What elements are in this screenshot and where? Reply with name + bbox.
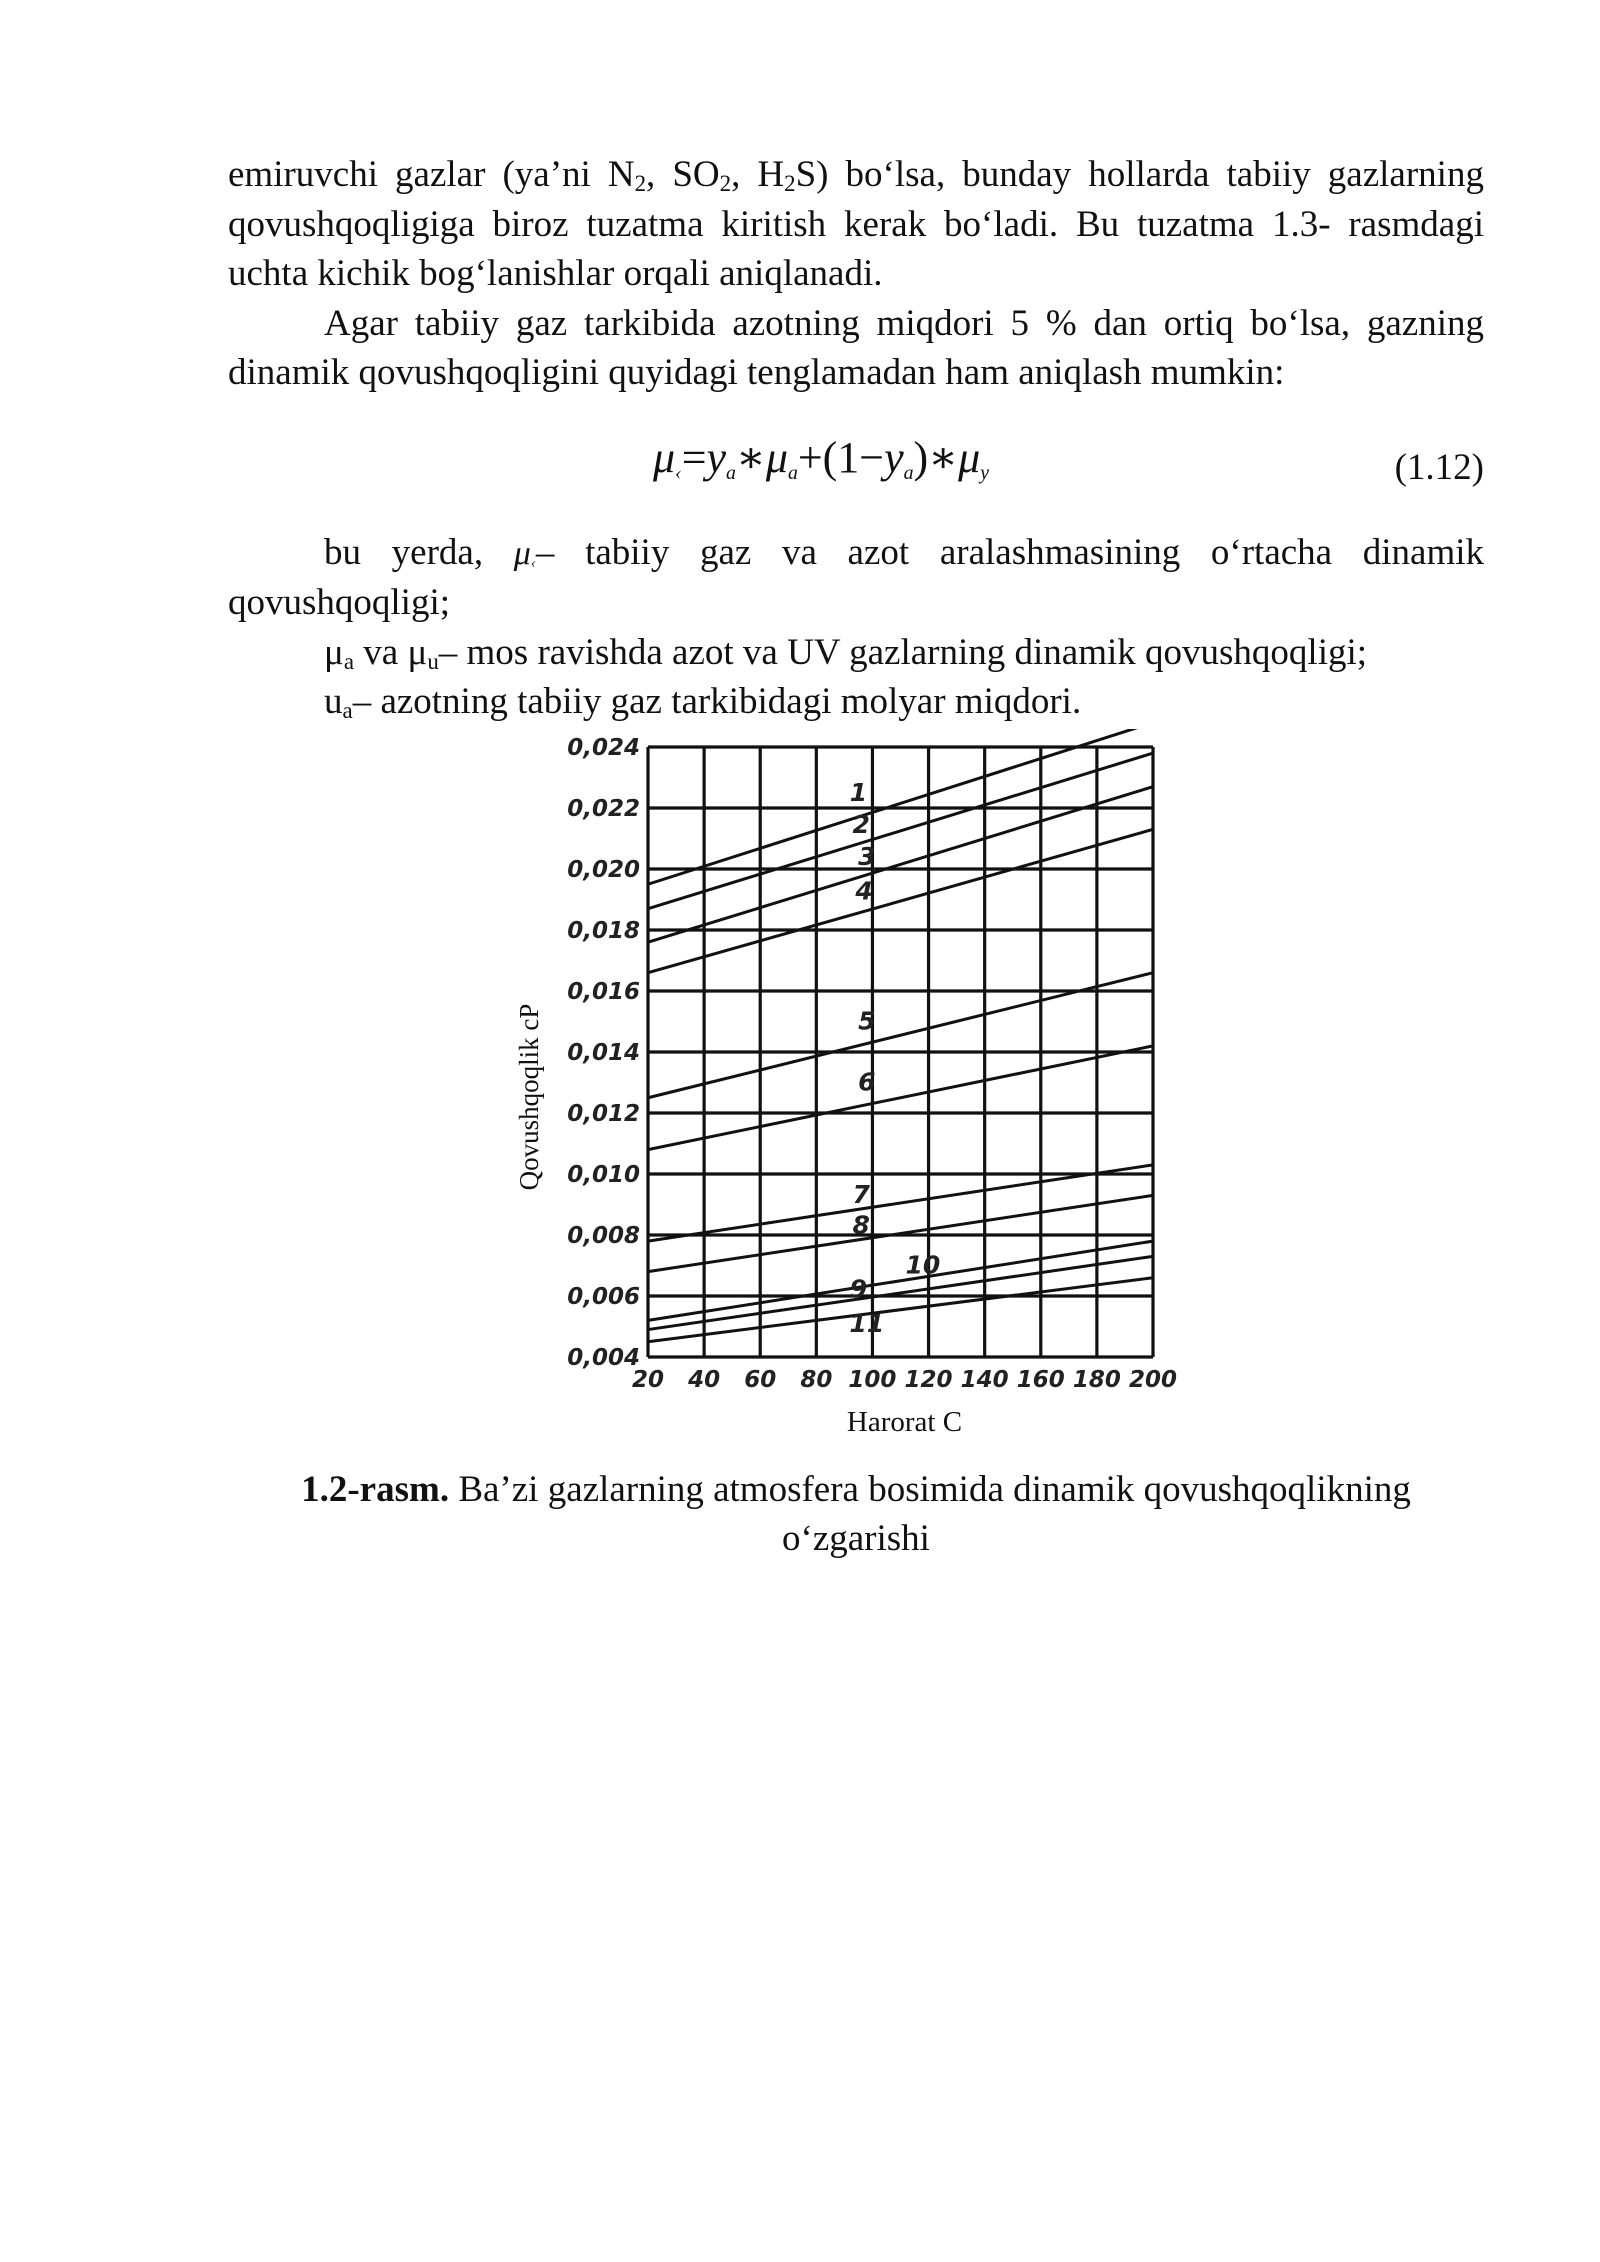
x-tick-label: 200 bbox=[1128, 1366, 1178, 1393]
y-tick-label: 0,004 bbox=[567, 1344, 640, 1371]
curve-label-1: 1 bbox=[849, 777, 868, 807]
y-tick-label: 0,012 bbox=[567, 1100, 640, 1127]
paragraph-2: Agar tabiiy gaz tarkibida azotning miqdori 5 % dan ortiq bo‘lsa, gazning dinamik qovushqoqligini quyidagi tenglamadan ham aniqlash mumkin: bbox=[228, 302, 1484, 393]
y-tick-label: 0,008 bbox=[567, 1222, 640, 1249]
x-tick-label: 120 bbox=[904, 1366, 953, 1393]
curve-label-6: 6 bbox=[858, 1067, 876, 1097]
text: S) bo‘lsa, bunday hollarda tabiiy gazlarning qovushqoqligiga biroz tuzatma kiritish kerak bo‘ladi. Bu tuzatma 1.3- rasmdagi uchta kichik bog‘lanishlar orqali aniqlanadi. bbox=[228, 154, 1484, 294]
x-tick-label: 60 bbox=[744, 1366, 777, 1393]
series-line-3 bbox=[648, 786, 1153, 942]
curve-label-9: 9 bbox=[849, 1273, 868, 1303]
viscosity-chart bbox=[228, 729, 1484, 1449]
y-tick-label: 0,016 bbox=[567, 978, 640, 1005]
curve-label-11: 11 bbox=[849, 1308, 885, 1338]
x-tick-label: 80 bbox=[800, 1366, 833, 1393]
curve-label-4: 4 bbox=[855, 875, 873, 905]
equation-number: (1.12) bbox=[1394, 446, 1484, 488]
paragraph-3: bu yerda, $\mu_‹-$ tabiiy gaz va azot aralashmasining o‘rtacha dinamik qovushqoqligi; bbox=[228, 531, 1484, 623]
y-tick-label: 0,014 bbox=[567, 1039, 640, 1066]
x-tick-label: 140 bbox=[960, 1366, 1009, 1393]
text: , H bbox=[731, 154, 785, 195]
x-tick-label: 100 bbox=[848, 1366, 897, 1393]
curve-label-2: 2 bbox=[852, 809, 870, 839]
caption-text: Ba’zi gazlarning atmosfera bosimida dinamik qovushqoqlikning o‘zgarishi bbox=[449, 1468, 1411, 1559]
curve-label-7: 7 bbox=[852, 1179, 870, 1209]
curve-label-10: 10 bbox=[905, 1250, 941, 1280]
curve-label-8: 8 bbox=[852, 1209, 870, 1239]
x-tick-label: 20 bbox=[631, 1366, 665, 1393]
text: emiruvchi gazlar (ya’ni N bbox=[228, 154, 635, 195]
subscript: 2 bbox=[719, 171, 732, 197]
paragraph-5: $u_a-$ azotning tabiiy gaz tarkibidagi molyar miqdori. bbox=[324, 681, 1082, 724]
equation: $\mu_‹=y_a∗\mu_a+(1-y_a)∗\mu_y$ bbox=[653, 432, 989, 484]
caption-label: 1.2-rasm. bbox=[301, 1468, 450, 1510]
series-line-10 bbox=[648, 1256, 1153, 1329]
series-line-6 bbox=[648, 1045, 1153, 1149]
figure-caption bbox=[228, 1465, 1484, 1564]
subscript: 2 bbox=[784, 171, 796, 197]
curve-label-5: 5 bbox=[858, 1006, 876, 1036]
series-line-7 bbox=[648, 1164, 1153, 1240]
series-line-4 bbox=[648, 829, 1153, 972]
y-axis-label: Qovushqoqlik cP bbox=[514, 1003, 544, 1190]
subscript: 2 bbox=[634, 171, 647, 197]
series-line-2 bbox=[648, 753, 1153, 909]
curve-label-3: 3 bbox=[858, 841, 876, 871]
y-tick-label: 0,010 bbox=[567, 1161, 640, 1188]
mu-symbol: $\mu_‹$ bbox=[513, 534, 536, 572]
paragraph-1 bbox=[228, 150, 1484, 299]
x-tick-label: 160 bbox=[1016, 1366, 1065, 1393]
y-tick-label: 0,006 bbox=[567, 1283, 640, 1310]
x-tick-label: 40 bbox=[688, 1366, 721, 1393]
chart-svg bbox=[228, 729, 1484, 1449]
y-tick-label: 0,024 bbox=[567, 734, 640, 761]
equation-row bbox=[228, 410, 1484, 528]
y-tick-label: 0,022 bbox=[567, 795, 640, 822]
document-page bbox=[228, 150, 1484, 1564]
y-tick-label: 0,020 bbox=[567, 856, 640, 883]
paragraph-4: $\mu_a$ va $\mu_u-$ mos ravishda azot va UV gazlarning dinamik qovushqoqligi; bbox=[324, 631, 1368, 674]
x-tick-label: 180 bbox=[1072, 1366, 1121, 1393]
text: , SO bbox=[646, 154, 720, 195]
x-axis-label: Harorat C bbox=[846, 1405, 963, 1438]
y-tick-label: 0,018 bbox=[567, 917, 640, 944]
